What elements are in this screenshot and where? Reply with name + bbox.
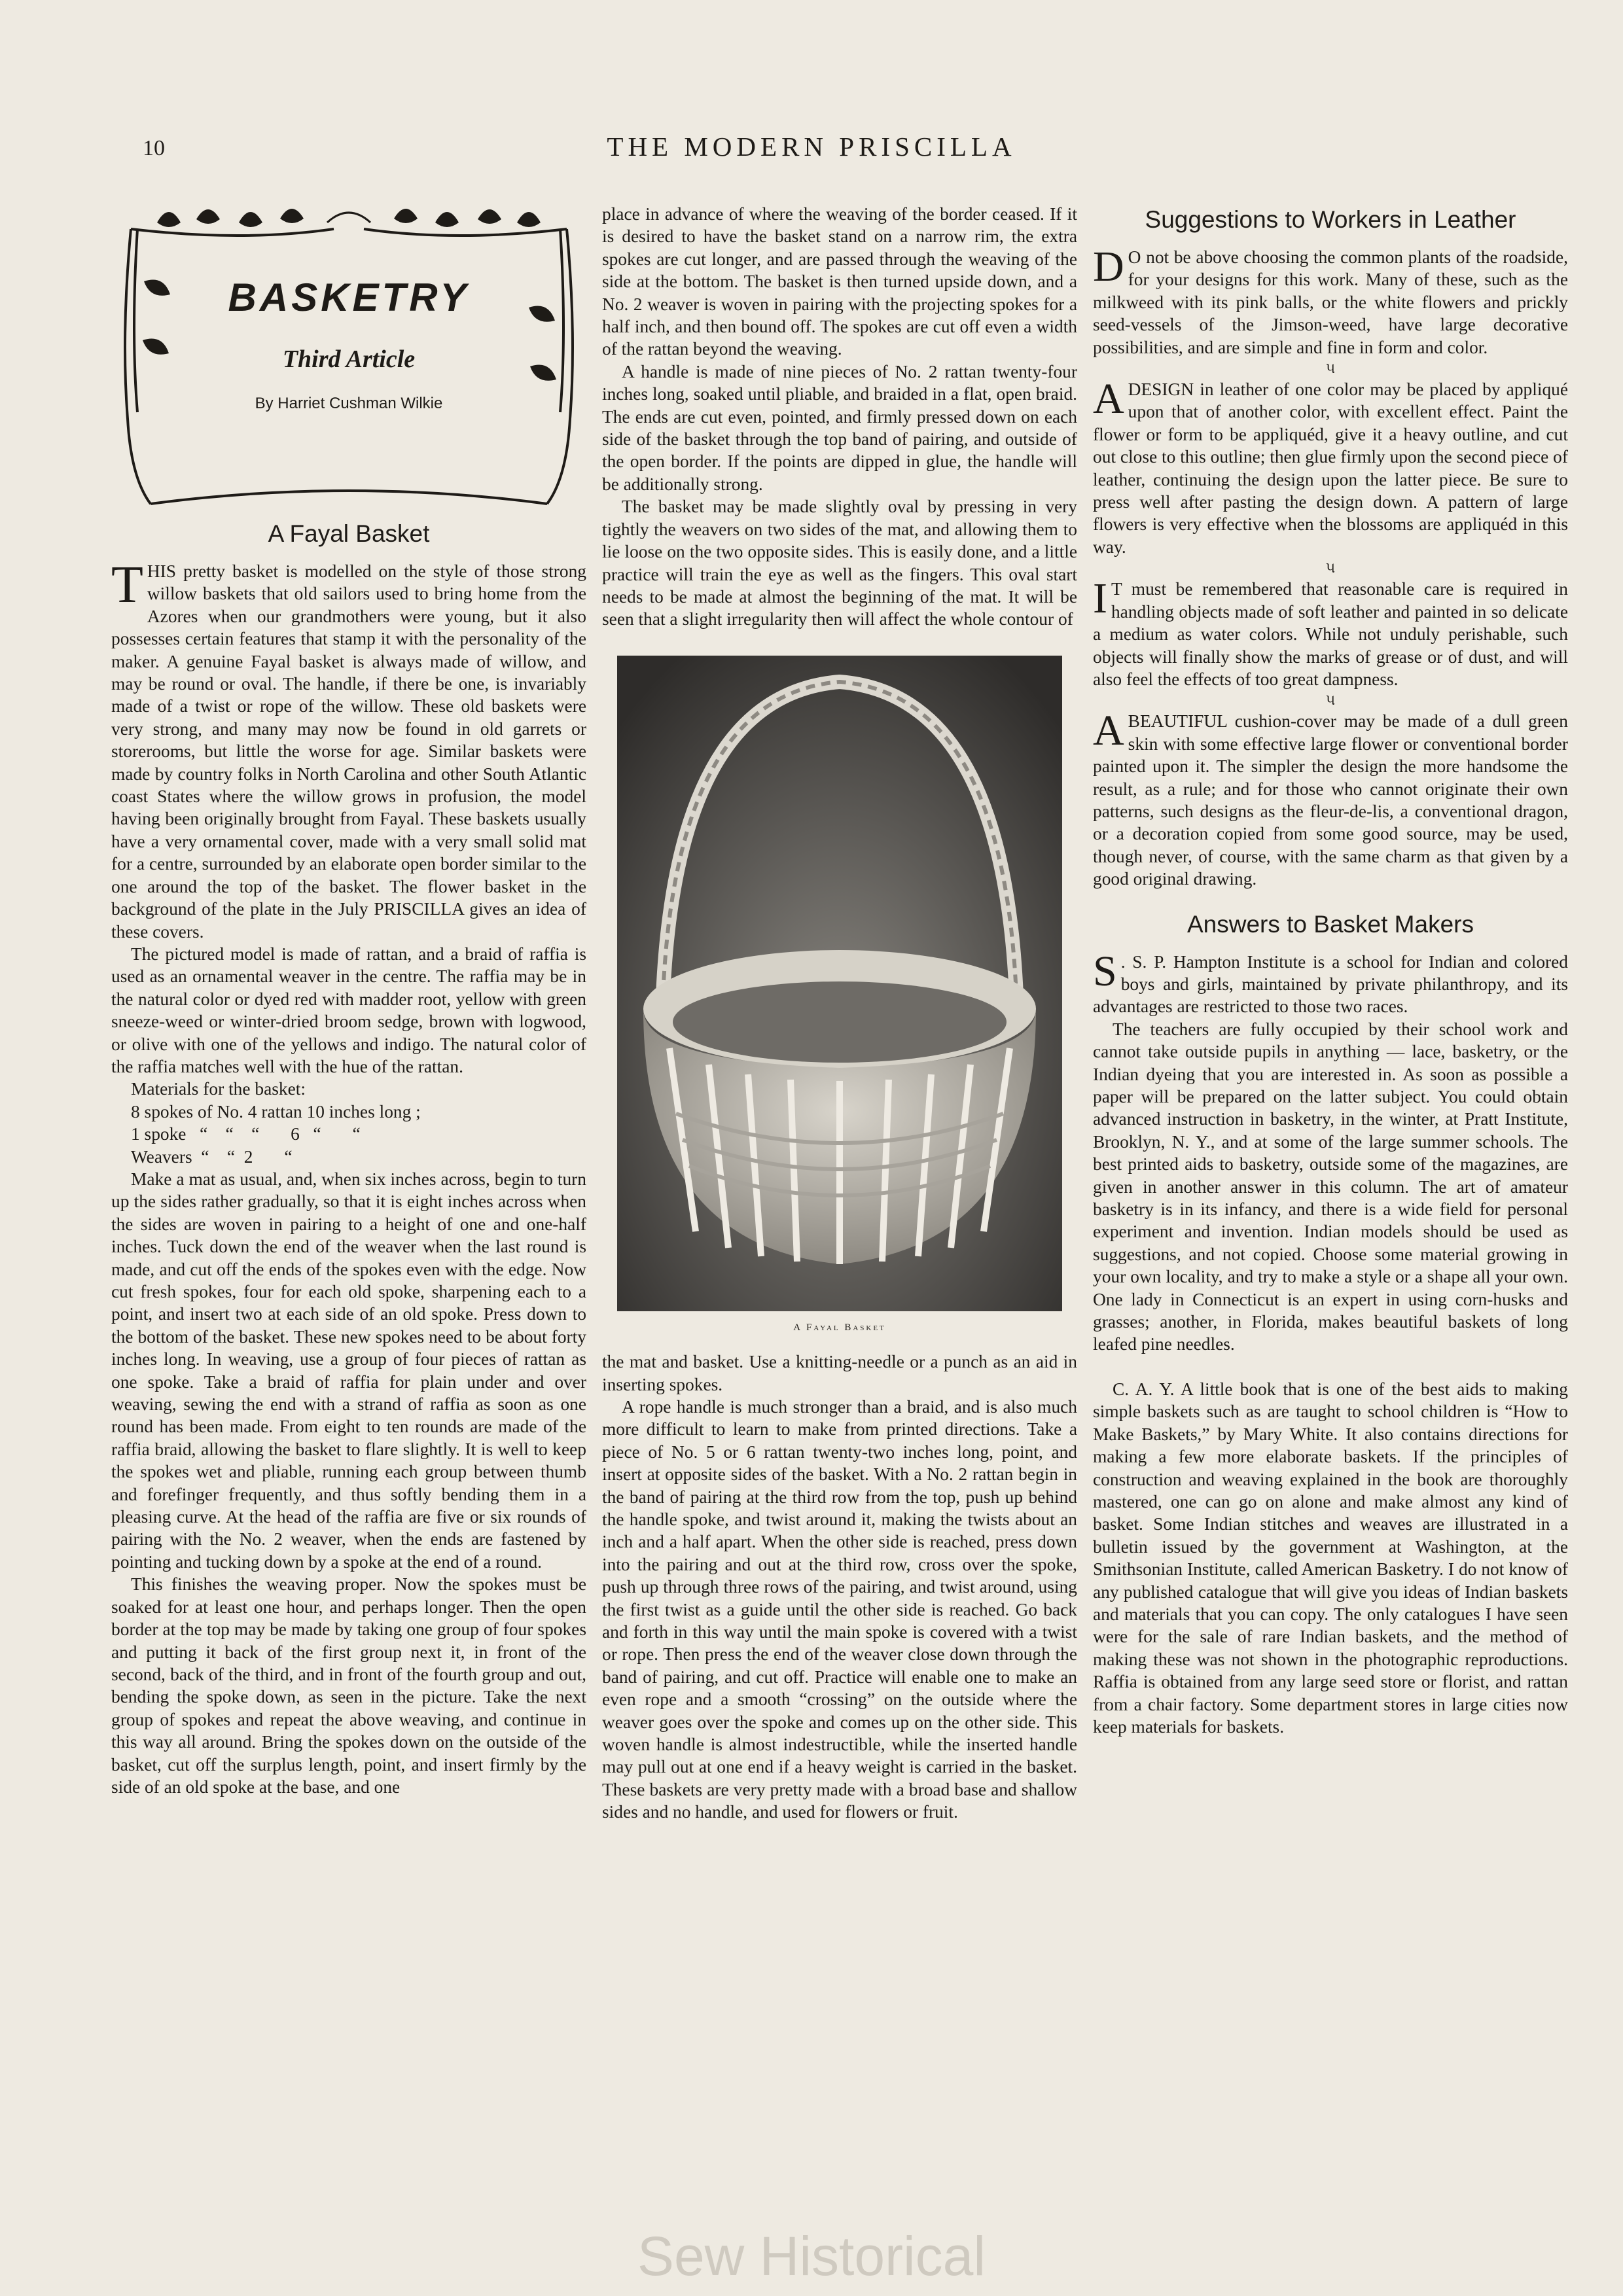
paragraph: Make a mat as usual, and, when six inches across, begin to turn up the sides rather gradually, so that it is eight inches across when the sides are woven in pairing to a height of one and one-half inches. Tuck down the end of the weaver when the last round is made, and cut off the ends of the spokes even with the edge. Now cut fresh spokes, four for each old spoke, sharpening each to a point, and insert two at each side of an old spoke. Press down to the bottom of the basket. These new spokes need to be about forty inches long. In weaving, use a group of four pieces of rattan as one spoke. Take a braid of raffia for plain under and over weaving, sewing the end with a strand of raffia as soon as one round has been made. From eight to ten rounds are made of the raffia braid, allowing the basket to flare slightly. It is well to keep the spokes wet and pliable, running each group between thumb and forefinger frequently, and thus softly bending them in a pleasing curve. At the head of the raffia are five or six rounds of pairing with the No. 2 weaver, when the ends are fastened by pointing and tucking down by a spoke at the end of a round.: [111, 1169, 586, 1572]
paragraph: place in advance of where the weaving of the border ceased. If it is desired to have the basket stand on a narrow rim, the extra spokes are cut longer, and are passed through the weaving of the side at the bottom. The basket is then turned upside down, and a No. 2 weaver is woven in pairing with the projecting spokes for a half inch, and then bound off. The spokes are cut off even a width of the rattan beyond the weaving.: [602, 204, 1077, 359]
section-heading-leather: Suggestions to Workers in Leather: [1145, 206, 1516, 233]
photo-caption: A Fayal Basket: [793, 1322, 886, 1333]
list-item: Weavers “ “ 2 “: [131, 1146, 293, 1167]
materials-label: Materials for the basket:: [131, 1079, 306, 1099]
column-2: [602, 203, 1077, 1824]
ornament-icon: ૫: [1325, 360, 1336, 377]
drop-cap: D: [1093, 243, 1124, 291]
drop-cap: A: [1093, 707, 1124, 755]
paragraph-text: O not be above choosing the common plants of the roadside, for your designs for this work. Many of these, such as the milkweed with its pink balls, or the white flowers and prickly seed-vessels of the Jimson-weed, have large decorative possibilities, and are simple and fine in form and color.: [1093, 247, 1568, 357]
paragraph: The basket may be made slightly oval by pressing in very tightly the weavers on two sides of the mat, and allowing them to lie loose on the two opposite sides. This is easily done, and a little practice will train the eye as well as the fingers. This oval start needs to be made at almost the beginning of the mat. It will be seen that a slight irregularity then will affect the whole contour of: [602, 497, 1077, 629]
running-title: THE MODERN PRISCILLA: [607, 132, 1016, 162]
paragraph-text: BEAUTIFUL cushion-cover may be made of a dull green skin with some effective large flower or conventional border painted upon it. The simpler the design the more handsome the result, as a rule; and for those who cannot originate their own patterns, such designs as the fleur-de-lis, a conventional dragon, or a decoration copied from some good source, may be used, though never, of course, with the same charm as that given by a good original drawing.: [1093, 711, 1568, 889]
paragraph-text: T must be remembered that reasonable care is required in handling objects made of soft leather and painted in so delicate a medium as water colors. While not unduly perishable, such objects will finally show the marks of grease or of dust, and will also feel the effects of too great dampness.: [1093, 579, 1568, 689]
paragraph: A rope handle is much stronger than a braid, and is also much more difficult to learn to make from printed directions. Take a piece of No. 5 or 6 rattan twenty-two inches long, point, and insert at opposite sides of the basket. With a No. 2 rattan begin in the band of pairing at the third row from the top, push up behind the handle spoke, and twist around it, making the twists about an inch and a half apart. When the other side is reached, press down into the pairing and out at the third row, cross over the spoke, push up through three rows of the pairing, and twist around, using the first twist as a guide until the other side is reached. Go back and forth in this way until the main spoke is covered with a twist or rope. Then press the end of the weaver close down through the band of pairing, and cut off. Practice will enable one to make an even rope and a smooth “crossing” on the outside where the weaver goes over the spoke and comes up on the other side. This woven handle is almost indestructible, while the inserted handle may pull out at one end if a heavy weight is carried in the basket. These baskets are very pretty made with a broad base and shallow sides and no handle, and used for flowers or fruit.: [602, 1396, 1077, 1822]
column-1: [111, 203, 586, 1798]
section-heading-answers: Answers to Basket Makers: [1187, 910, 1474, 938]
paragraph-text: DESIGN in leather of one color may be placed by appliqué upon that of another color, with excellent effect. Paint the flower or form to be appliquéd, give it a heavy outline, and cut out close to this outline; then glue firmly upon the second piece of leather, continuing the design upon the latter piece. Be sure to press well after pasting the design down. A pattern of large flowers is very effective when the blossoms are appliquéd in this way.: [1093, 380, 1568, 557]
paragraph: the mat and basket. Use a knitting-needle or a punch as an aid in inserting spokes.: [602, 1352, 1077, 1394]
paragraph: This finishes the weaving proper. Now the spokes must be soaked for at least one hour, and perhaps longer. Then the open border at the top may be made by taking one group of four spokes and putting it back of the first group next it, in front of the second, back of the third, and in front of the fourth group and out, bending the spoke down, as seen in the picture. Take the next group of spokes and repeat the above weaving, and continue in this way all around. Bring the spokes down on the outside of the basket, cut off the surplus length, point, and insert firmly by the side of an old spoke at the base, and one: [111, 1574, 586, 1797]
basket-photo: [617, 656, 1062, 1311]
section-heading-fayal: A Fayal Basket: [268, 520, 430, 547]
title-panel: [111, 203, 586, 510]
paragraph: [1093, 947, 1568, 1018]
column-3: [1093, 196, 1568, 1738]
materials-list: [131, 1101, 586, 1168]
drop-cap: T: [111, 556, 143, 614]
paragraph: [1093, 707, 1568, 890]
paragraph: A handle is made of nine pieces of No. 2 rattan twenty-four inches long, soaked until pliable, and braided in a flat, open braid. The ends are cut even, pointed, and firmly pressed down on each side of the basket through the top band of pairing, and outside of the open border. If the points are dipped in glue, the handle will be additionally strong.: [602, 361, 1077, 494]
ornament-icon: ૫: [1325, 692, 1336, 709]
list-item: 8 spokes of No. 4 rattan 10 inches long ;: [131, 1101, 421, 1122]
drop-cap: A: [1093, 375, 1124, 423]
paragraph-text: HIS pretty basket is modelled on the style of those strong willow baskets that old sailors used to bring home from the Azores when our grandmothers were young, but it also possesses certain features that stamp it with the personality of the maker. A genuine Fayal basket is always made of willow, and may be round or oval. The handle, if there be one, is invariably made of a twist or rope of the willow. These old baskets were very strong, and many may now be found in old garrets or storerooms, but little the worse for age. Similar baskets were made by country folks in North Carolina and other South Atlantic coast States where the willow grows in profusion, the model having been originally brought from Fayal. These baskets usually have a very ornamental cover, made with a very small solid mat for a centre, surrounded by an elaborate open border similar to the one around the top of the basket. The flower basket in the background of the plate in the July PRISCILLA gives an idea of these covers.: [111, 561, 586, 942]
page-number: 10: [143, 136, 165, 160]
paragraph: [1093, 375, 1568, 558]
paragraph: [111, 556, 586, 943]
paragraph-text: . S. P. Hampton Institute is a school for Indian and colored boys and girls, maintained by private philanthropy, and its advantages are restricted to those two races.: [1093, 951, 1568, 1017]
photo-figure: [602, 656, 1077, 1339]
paragraph: C. A. Y. A little book that is one of the best aids to making simple baskets such as are taught to school children is “How to Make Baskets,” by Mary White. It also contains directions for making a few more elaborate baskets. If the principles of construction and weaving explained in the book are thoroughly mastered, one can go on alone and make almost any kind of basket. Some Indian stitches and weaves are illustrated in a bulletin issued by the government at Washington, at the Smithsonian Institute, called American Basketry. I do not know of any published catalogue that will give you ideas of Indian baskets and materials that you can copy. The only catalogues I have seen were for the sale of rare Indian baskets, and the method of making these was not shown in the photographic reproductions. Raffia is obtained from any large seed store or florist, and rattan from a chair factory. Some department stores in large cities now keep materials for baskets.: [1093, 1379, 1568, 1737]
article-title: BASKETRY: [228, 275, 470, 319]
watermark: Sew Historical: [637, 2225, 986, 2287]
drop-cap: I: [1093, 574, 1107, 623]
byline: By Harriet Cushman Wilkie: [255, 395, 443, 412]
list-item: 1 spoke “ “ “ 6 “ “: [131, 1124, 361, 1144]
drop-cap: S: [1093, 947, 1117, 995]
paragraph: The teachers are fully occupied by their school work and cannot take outside pupils in anything — lace, basketry, or the Indian dyeing that you are interested in. As soon as possible a paper will be prepared on the latter subject. You could obtain advanced instruction in basketry, in the winter, at Pratt Institute, Brooklyn, N. Y., and at some of the large summer schools. The best printed aids to basketry, outside some of the magazines, are given in another answer in this column. The art of amateur basketry is in its infancy, and there is a wide field for personal experiment and invention. Indian models should be used as suggestions, and not copied. Choose some material growing in your own locality, and try to make a style or a shape all your own. One lady in Connecticut is an expert in using corn-husks and grasses; another, in Florida, makes beautiful baskets of long leafed pine needles.: [1093, 1019, 1568, 1354]
paragraph: [1093, 574, 1568, 690]
ornament-icon: ૫: [1325, 559, 1336, 576]
article-subtitle: Third Article: [282, 345, 416, 373]
paragraph: The pictured model is made of rattan, and a braid of raffia is used as an ornamental weaver in the centre. The raffia may be in the natural color or dyed red with madder root, yellow with green sneeze-weed or winter-dried broom sedge, brown with logwood, or olive with one of the yellows and indigo. The natural color of the raffia matches well with the hue of the rattan.: [111, 944, 586, 1076]
paragraph: [1093, 243, 1568, 359]
